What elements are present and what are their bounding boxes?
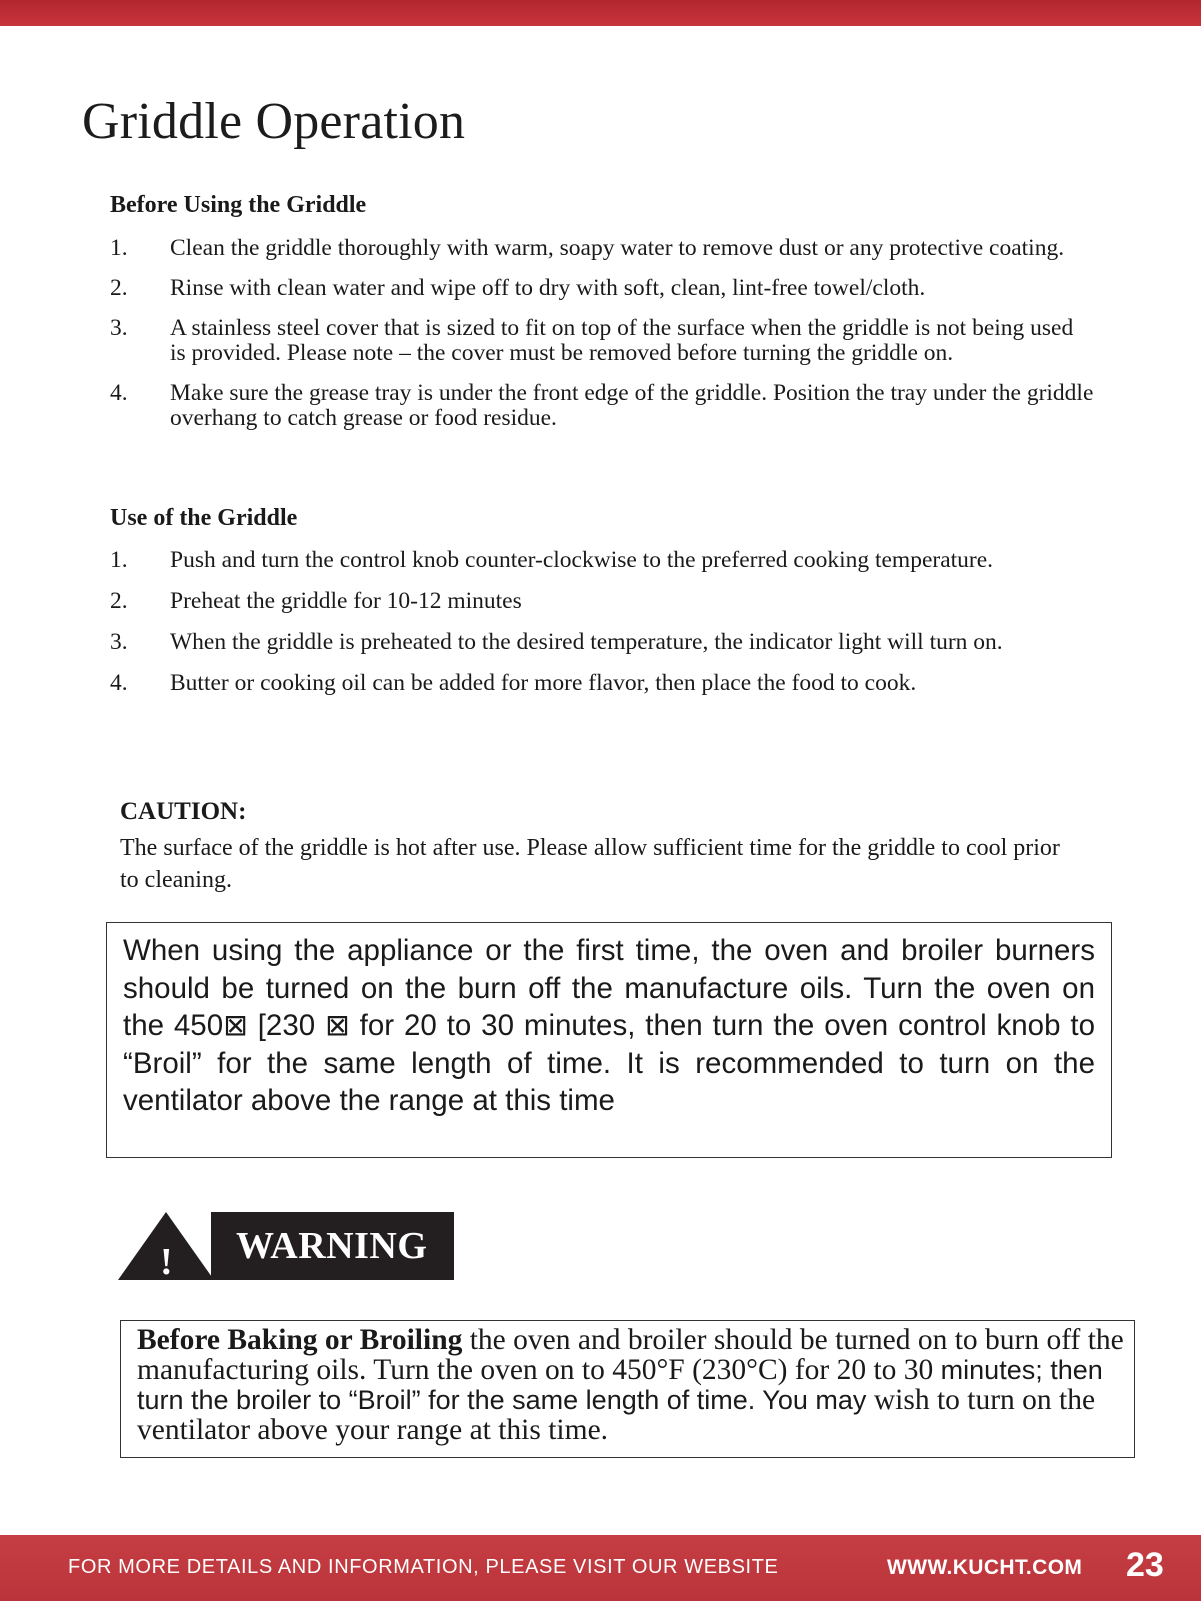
use-of-griddle-steps-list xyxy=(110,548,1170,712)
warning-text-part1: the oven and broiler should be turned on to burn off the manufacturing oils. Turn the oven on to 450°F (230°C) for 20 to 30 xyxy=(137,1324,1124,1386)
step-number: 4. xyxy=(110,380,128,406)
step-text: A stainless steel cover that is sized to fit on top of the surface when the griddle is not being used is provided. Please note – the cover must be removed before turning the griddle on. xyxy=(170,315,1074,366)
before-using-steps-list xyxy=(110,236,1120,446)
footer-website-link[interactable]: WWW.KUCHT.COM xyxy=(887,1556,1083,1579)
warning-triangle-icon xyxy=(118,1212,214,1282)
step-number: 3. xyxy=(110,315,128,341)
step-number: 1. xyxy=(110,547,128,573)
step-number: 2. xyxy=(110,275,128,301)
warning-lead-text: Before Baking or Broiling xyxy=(137,1324,463,1356)
first-use-notice-text: When using the appliance or the first time, the oven and broiler burners should be turned on the burn off the manufacture oils. Turn the oven on the 450⊠ [230 ⊠ for 20 to 30 minutes, then turn the oven control knob to “Broil” for the same length of time. It is recommended to turn on the ventilator above the range at this time xyxy=(123,934,1095,1117)
step-text: Rinse with clean water and wipe off to dry with soft, clean, lint-free towel/cloth. xyxy=(170,275,926,301)
step-number: 3. xyxy=(110,629,128,655)
warning-badge xyxy=(118,1212,454,1282)
step-text: Make sure the grease tray is under the front edge of the griddle. Position the tray under the griddle overhang to catch grease or food residue. xyxy=(170,380,1094,431)
list-item xyxy=(110,316,1120,366)
footer-text: FOR MORE DETAILS AND INFORMATION, PLEASE VISIT OUR WEBSITE xyxy=(68,1556,779,1578)
list-item xyxy=(110,236,1120,261)
warning-text-part2: minutes; then turn the broiler to “Broil” for the same length of time. You may xyxy=(137,1355,1103,1415)
page-title: Griddle Operation xyxy=(82,93,466,150)
list-item xyxy=(110,276,1120,301)
warning-notice-box xyxy=(120,1320,1135,1458)
list-item xyxy=(110,630,1170,655)
warning-notice-text xyxy=(137,1325,1134,1445)
step-text: Butter or cooking oil can be added for more flavor, then place the food to cook. xyxy=(170,670,917,696)
step-text: When the griddle is preheated to the desired temperature, the indicator light will turn on. xyxy=(170,629,1003,655)
warning-label: WARNING xyxy=(236,1225,428,1267)
page-footer xyxy=(0,1535,1201,1601)
caution-text: The surface of the griddle is hot after use. Please allow sufficient time for the griddle to cool prior to cleaning. xyxy=(120,835,1060,893)
step-text: Push and turn the control knob counter-clockwise to the preferred cooking temperature. xyxy=(170,547,994,573)
warning-exclamation: ! xyxy=(160,1241,173,1282)
list-item xyxy=(110,589,1170,614)
first-use-notice-box xyxy=(106,922,1112,1158)
section-heading-before-using: Before Using the Griddle xyxy=(110,192,367,218)
step-text: Clean the griddle thoroughly with warm, soapy water to remove dust or any protective coating. xyxy=(170,235,1065,261)
top-accent-bar xyxy=(0,0,1201,26)
step-text: Preheat the griddle for 10-12 minutes xyxy=(170,588,522,614)
section-heading-use-of-griddle: Use of the Griddle xyxy=(110,505,298,531)
caution-heading: CAUTION: xyxy=(120,798,247,825)
list-item xyxy=(110,671,1170,696)
list-item xyxy=(110,381,1120,431)
list-item xyxy=(110,548,1170,573)
step-number: 2. xyxy=(110,588,128,614)
warning-text-part3: wish to turn on the ventilator above your range at this time. xyxy=(137,1384,1096,1446)
step-number: 1. xyxy=(110,235,128,261)
page-number: 23 xyxy=(1126,1546,1164,1584)
step-number: 4. xyxy=(110,670,128,696)
